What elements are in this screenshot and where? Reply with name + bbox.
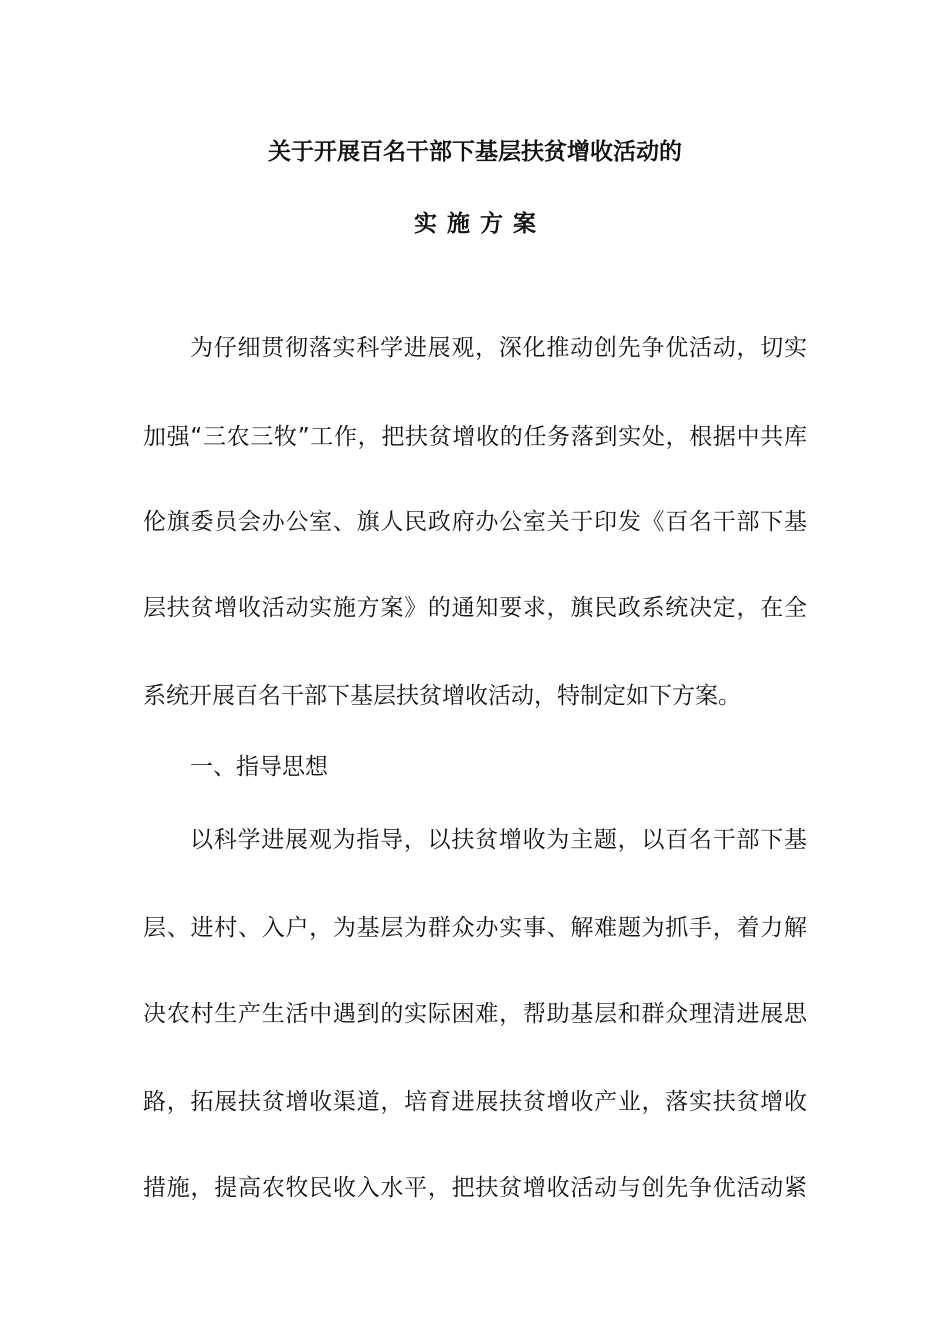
paragraph-2-line-2: 层、进村、入户，为基层为群众办实事、解难题为抓手，着力解	[143, 915, 807, 941]
paragraph-1-line-4: 层扶贫增收活动实施方案》的通知要求，旗民政系统决定，在全	[143, 595, 807, 621]
section-1-heading: 一、指导思想	[190, 754, 328, 780]
paragraph-1-line-5: 系统开展百名干部下基层扶贫增收活动，特制定如下方案。	[143, 683, 741, 709]
paragraph-2-line-5: 措施，提高农牧民收入水平，把扶贫增收活动与创先争优活动紧	[143, 1175, 807, 1201]
paragraph-2-line-1: 以科学进展观为指导，以扶贫增收为主题，以百名干部下基	[190, 827, 807, 853]
paragraph-1-line-2: 加强“三农三牧”工作，把扶贫增收的任务落到实处，根据中共库	[143, 424, 807, 450]
document-title-line-1: 关于开展百名干部下基层扶贫增收活动的	[268, 139, 682, 165]
document-title-line-2: 实施方案	[414, 211, 546, 237]
paragraph-2-line-4: 路，拓展扶贫增收渠道，培育进展扶贫增收产业，落实扶贫增收	[143, 1089, 807, 1115]
paragraph-1-line-1: 为仔细贯彻落实科学进展观，深化推动创先争优活动，切实	[190, 335, 807, 361]
paragraph-2-line-3: 决农村生产生活中遇到的实际困难，帮助基层和群众理清进展思	[143, 1001, 807, 1027]
paragraph-1-line-3: 伦旗委员会办公室、旗人民政府办公室关于印发《百名干部下基	[143, 509, 807, 535]
